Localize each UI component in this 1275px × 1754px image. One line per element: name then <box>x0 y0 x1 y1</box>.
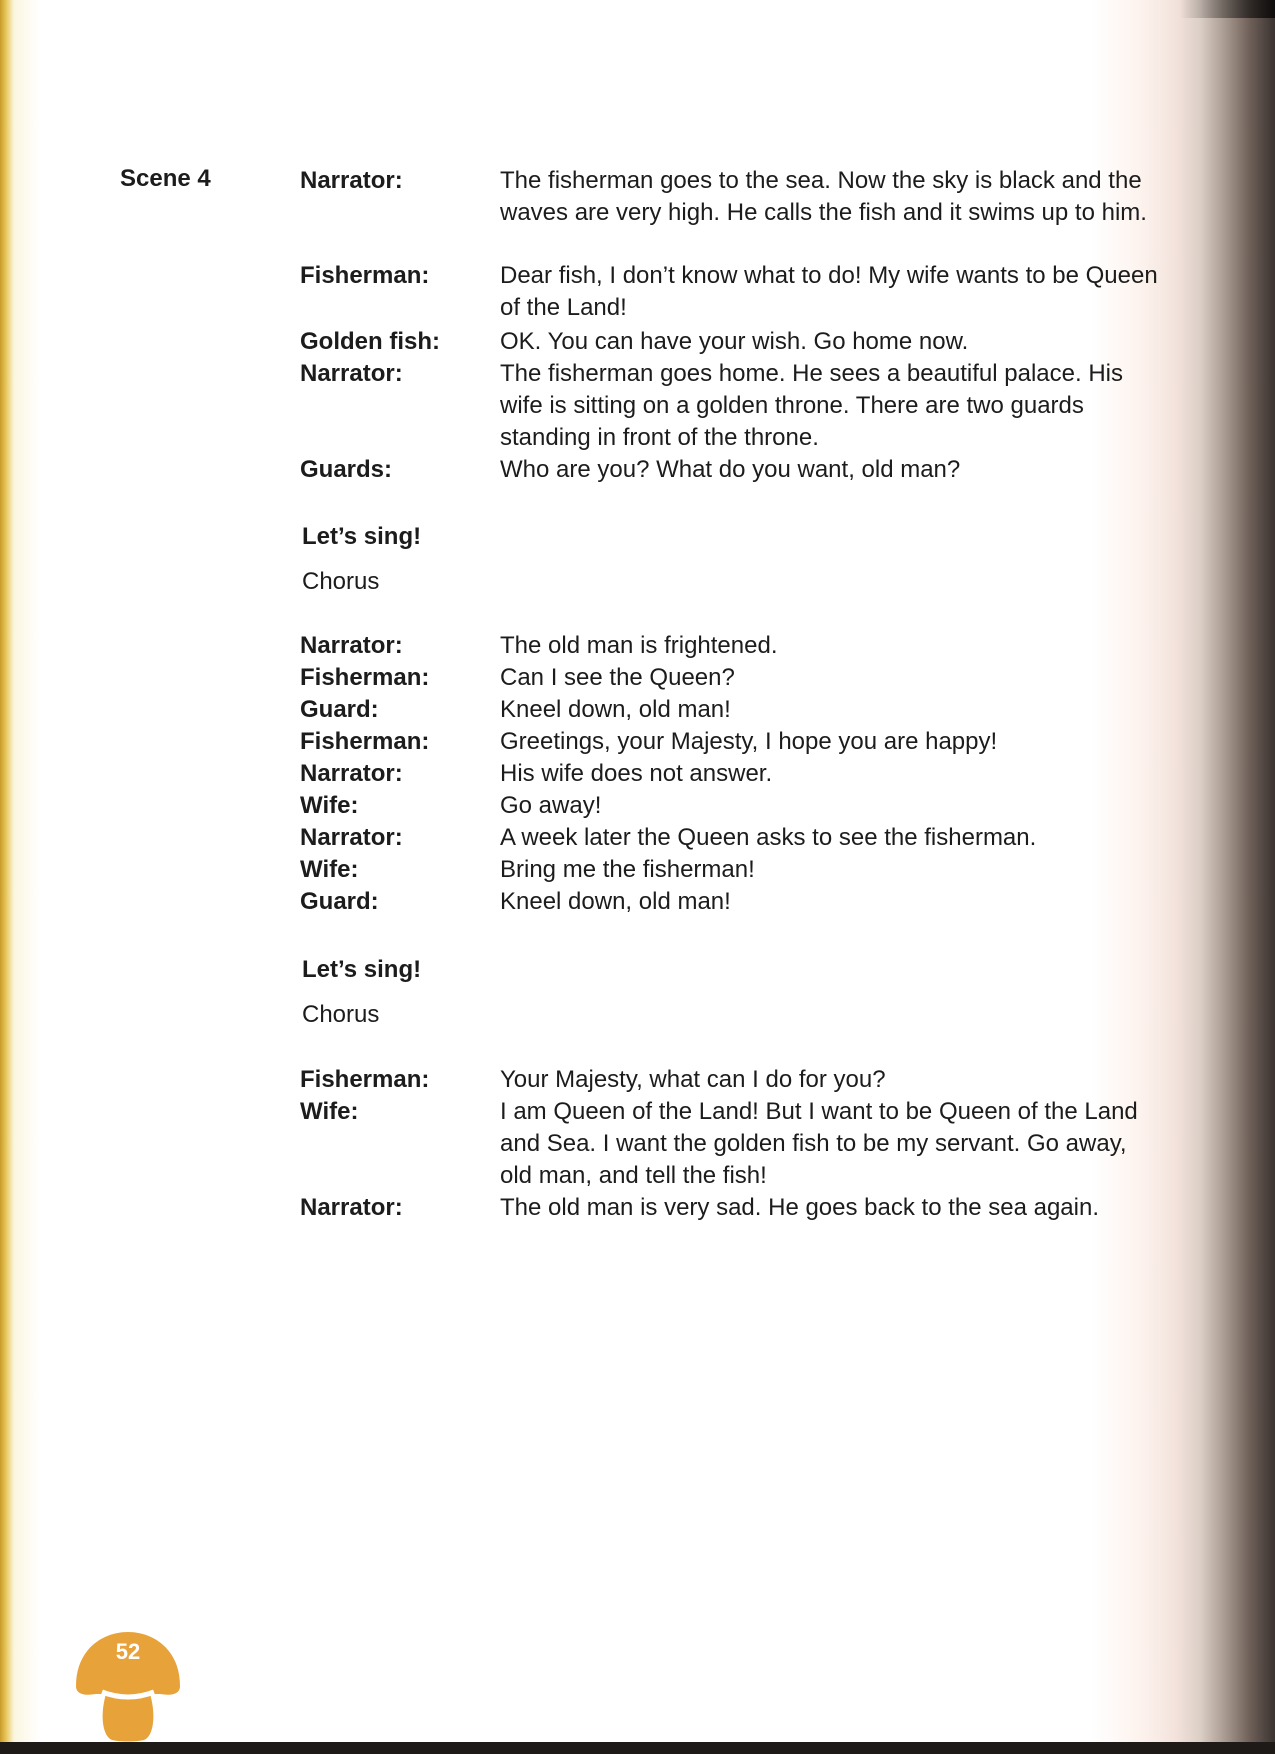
speaker-label: Guard: <box>300 696 379 723</box>
speaker-label: Narrator: <box>300 167 403 194</box>
dialogue-text: A week later the Queen asks to see the fisherman. <box>500 824 1037 851</box>
speaker-label: Guard: <box>300 888 379 915</box>
speaker-label: Guards: <box>300 456 393 483</box>
dialogue-text: Can I see the Queen? <box>500 664 735 691</box>
speaker-label: Fisherman: <box>300 1066 430 1093</box>
page-number-badge <box>72 1628 184 1744</box>
dialogue-text: The old man is frightened. <box>500 632 778 659</box>
speaker-label: Fisherman: <box>300 262 430 289</box>
speaker-label: Wife: <box>300 792 359 819</box>
page-shadow <box>1180 0 1275 18</box>
speaker-label: Golden fish: <box>300 328 440 355</box>
speaker-label: Narrator: <box>300 824 403 851</box>
chorus-label: Chorus <box>302 1001 380 1028</box>
speaker-label: Narrator: <box>300 1194 403 1221</box>
dialogue-text: I am Queen of the Land! But I want to be Queen of the Land and Sea. I want the golden fish to be my servant. Go away, old man, and tell the fish! <box>500 1098 1138 1189</box>
page-bottom-edge <box>0 1742 1275 1754</box>
dialogue-text: Greetings, your Majesty, I hope you are happy! <box>500 728 998 755</box>
dialogue-text: His wife does not answer. <box>500 760 773 787</box>
speaker-label: Narrator: <box>300 760 403 787</box>
dialogue-text: The old man is very sad. He goes back to the sea again. <box>500 1194 1100 1221</box>
chorus-label: Chorus <box>302 568 380 595</box>
dialogue-text: Go away! <box>500 792 602 819</box>
page-number: 52 <box>115 1639 141 1664</box>
speaker-label: Narrator: <box>300 360 403 387</box>
dialogue-text: Kneel down, old man! <box>500 696 731 723</box>
dialogue-text: Who are you? What do you want, old man? <box>500 456 961 483</box>
dialogue-text: Dear fish, I don’t know what to do! My wife wants to be Queen of the Land! <box>500 262 1158 321</box>
speaker-label: Wife: <box>300 856 359 883</box>
dialogue-text: OK. You can have your wish. Go home now. <box>500 328 969 355</box>
dialogue-text: Kneel down, old man! <box>500 888 731 915</box>
speaker-label: Narrator: <box>300 632 403 659</box>
speaker-label: Fisherman: <box>300 664 430 691</box>
scene-heading: Scene 4 <box>120 165 211 192</box>
dialogue-text: The fisherman goes home. He sees a beautiful palace. His wife is sitting on a golden throne. There are two guards standing in front of the throne. <box>500 360 1124 451</box>
speaker-label: Fisherman: <box>300 728 430 755</box>
dialogue-text: Your Majesty, what can I do for you? <box>500 1066 886 1093</box>
dialogue-text: Bring me the fisherman! <box>500 856 755 883</box>
song-heading: Let’s sing! <box>302 523 422 550</box>
dialogue-text: The fisherman goes to the sea. Now the sky is black and the waves are very high. He calls the fish and it swims up to him. <box>500 167 1147 226</box>
speaker-label: Wife: <box>300 1098 359 1125</box>
song-heading: Let’s sing! <box>302 956 422 983</box>
